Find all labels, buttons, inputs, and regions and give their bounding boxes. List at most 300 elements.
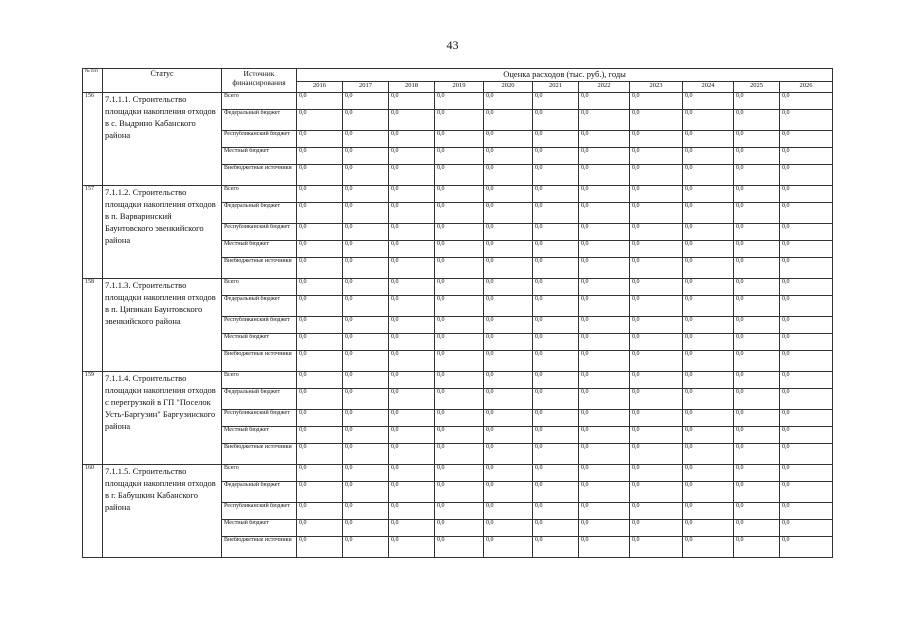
value-cell: 0,0 xyxy=(484,372,533,389)
value-cell: 0,0 xyxy=(683,148,734,165)
table-row xyxy=(83,465,833,482)
value-cell: 0,0 xyxy=(343,537,389,558)
value-cell: 0,0 xyxy=(484,351,533,372)
value-cell: 0,0 xyxy=(343,131,389,148)
status-cell: 7.1.1.4. Строительство площадки накопления отходов с перегрузкой в ГП "Поселок Усть-Баргузин" Баргузинского района xyxy=(103,372,222,465)
value-cell: 0,0 xyxy=(630,224,683,241)
value-cell: 0,0 xyxy=(435,503,484,520)
value-cell: 0,0 xyxy=(389,444,435,465)
value-cell: 0,0 xyxy=(533,279,579,296)
value-cell: 0,0 xyxy=(683,410,734,427)
value-cell: 0,0 xyxy=(389,465,435,482)
value-cell: 0,0 xyxy=(297,503,343,520)
value-cell: 0,0 xyxy=(734,372,780,389)
value-cell: 0,0 xyxy=(533,503,579,520)
value-cell: 0,0 xyxy=(780,186,833,203)
value-cell: 0,0 xyxy=(579,410,630,427)
value-cell: 0,0 xyxy=(579,93,630,110)
value-cell: 0,0 xyxy=(780,110,833,131)
value-cell: 0,0 xyxy=(389,110,435,131)
value-cell: 0,0 xyxy=(484,503,533,520)
value-cell: 0,0 xyxy=(435,317,484,334)
row-number: 156 xyxy=(83,93,103,186)
value-cell: 0,0 xyxy=(389,186,435,203)
value-cell: 0,0 xyxy=(435,537,484,558)
header-status: Статус xyxy=(103,69,222,93)
value-cell: 0,0 xyxy=(734,537,780,558)
funding-source-cell: Республиканский бюджет xyxy=(222,317,297,334)
funding-source-cell: Внебюджетные источники xyxy=(222,444,297,465)
expense-table xyxy=(82,68,833,558)
value-cell: 0,0 xyxy=(343,520,389,537)
value-cell: 0,0 xyxy=(579,224,630,241)
value-cell: 0,0 xyxy=(683,279,734,296)
value-cell: 0,0 xyxy=(630,203,683,224)
value-cell: 0,0 xyxy=(343,110,389,131)
value-cell: 0,0 xyxy=(484,389,533,410)
value-cell: 0,0 xyxy=(579,165,630,186)
header-year: 2022 xyxy=(579,82,630,93)
header-year: 2026 xyxy=(780,82,833,93)
value-cell: 0,0 xyxy=(435,482,484,503)
value-cell: 0,0 xyxy=(683,372,734,389)
value-cell: 0,0 xyxy=(484,93,533,110)
value-cell: 0,0 xyxy=(435,165,484,186)
value-cell: 0,0 xyxy=(734,165,780,186)
value-cell: 0,0 xyxy=(343,389,389,410)
value-cell: 0,0 xyxy=(533,410,579,427)
value-cell: 0,0 xyxy=(389,224,435,241)
value-cell: 0,0 xyxy=(533,351,579,372)
value-cell: 0,0 xyxy=(780,258,833,279)
value-cell: 0,0 xyxy=(734,351,780,372)
value-cell: 0,0 xyxy=(630,427,683,444)
value-cell: 0,0 xyxy=(683,503,734,520)
value-cell: 0,0 xyxy=(579,296,630,317)
value-cell: 0,0 xyxy=(630,410,683,427)
funding-source-cell: Местный бюджет xyxy=(222,241,297,258)
value-cell: 0,0 xyxy=(630,296,683,317)
value-cell: 0,0 xyxy=(533,241,579,258)
value-cell: 0,0 xyxy=(435,148,484,165)
funding-source-cell: Республиканский бюджет xyxy=(222,131,297,148)
value-cell: 0,0 xyxy=(533,165,579,186)
value-cell: 0,0 xyxy=(630,372,683,389)
value-cell: 0,0 xyxy=(297,241,343,258)
funding-source-cell: Республиканский бюджет xyxy=(222,503,297,520)
value-cell: 0,0 xyxy=(780,427,833,444)
value-cell: 0,0 xyxy=(683,93,734,110)
header-year: 2021 xyxy=(533,82,579,93)
funding-source-cell: Внебюджетные источники xyxy=(222,537,297,558)
value-cell: 0,0 xyxy=(343,165,389,186)
value-cell: 0,0 xyxy=(734,148,780,165)
value-cell: 0,0 xyxy=(734,482,780,503)
value-cell: 0,0 xyxy=(780,317,833,334)
value-cell: 0,0 xyxy=(435,110,484,131)
header-year: 2025 xyxy=(734,82,780,93)
value-cell: 0,0 xyxy=(484,165,533,186)
value-cell: 0,0 xyxy=(343,427,389,444)
value-cell: 0,0 xyxy=(389,296,435,317)
value-cell: 0,0 xyxy=(683,465,734,482)
value-cell: 0,0 xyxy=(343,482,389,503)
value-cell: 0,0 xyxy=(579,131,630,148)
value-cell: 0,0 xyxy=(780,389,833,410)
header-year: 2018 xyxy=(389,82,435,93)
value-cell: 0,0 xyxy=(533,148,579,165)
value-cell: 0,0 xyxy=(630,503,683,520)
value-cell: 0,0 xyxy=(630,241,683,258)
value-cell: 0,0 xyxy=(297,410,343,427)
value-cell: 0,0 xyxy=(533,537,579,558)
value-cell: 0,0 xyxy=(630,334,683,351)
funding-source-cell: Всего xyxy=(222,93,297,110)
value-cell: 0,0 xyxy=(484,296,533,317)
value-cell: 0,0 xyxy=(630,482,683,503)
value-cell: 0,0 xyxy=(683,537,734,558)
value-cell: 0,0 xyxy=(533,334,579,351)
value-cell: 0,0 xyxy=(484,427,533,444)
value-cell: 0,0 xyxy=(579,503,630,520)
funding-source-cell: Внебюджетные источники xyxy=(222,258,297,279)
value-cell: 0,0 xyxy=(484,241,533,258)
status-cell: 7.1.1.1. Строительство площадки накопления отходов в с. Выдрино Кабанского района xyxy=(103,93,222,186)
value-cell: 0,0 xyxy=(683,241,734,258)
value-cell: 0,0 xyxy=(683,389,734,410)
value-cell: 0,0 xyxy=(533,93,579,110)
funding-source-cell: Внебюджетные источники xyxy=(222,351,297,372)
value-cell: 0,0 xyxy=(683,334,734,351)
value-cell: 0,0 xyxy=(734,241,780,258)
value-cell: 0,0 xyxy=(484,334,533,351)
value-cell: 0,0 xyxy=(683,131,734,148)
value-cell: 0,0 xyxy=(484,110,533,131)
value-cell: 0,0 xyxy=(780,482,833,503)
value-cell: 0,0 xyxy=(297,444,343,465)
funding-source-cell: Местный бюджет xyxy=(222,520,297,537)
value-cell: 0,0 xyxy=(435,241,484,258)
funding-source-cell: Местный бюджет xyxy=(222,427,297,444)
value-cell: 0,0 xyxy=(389,203,435,224)
value-cell: 0,0 xyxy=(484,410,533,427)
row-number: 160 xyxy=(83,465,103,558)
funding-source-cell: Федеральный бюджет xyxy=(222,482,297,503)
value-cell: 0,0 xyxy=(630,165,683,186)
value-cell: 0,0 xyxy=(734,186,780,203)
value-cell: 0,0 xyxy=(343,258,389,279)
value-cell: 0,0 xyxy=(343,241,389,258)
value-cell: 0,0 xyxy=(533,110,579,131)
value-cell: 0,0 xyxy=(389,334,435,351)
value-cell: 0,0 xyxy=(435,279,484,296)
value-cell: 0,0 xyxy=(389,317,435,334)
value-cell: 0,0 xyxy=(297,334,343,351)
value-cell: 0,0 xyxy=(683,186,734,203)
value-cell: 0,0 xyxy=(630,279,683,296)
value-cell: 0,0 xyxy=(683,203,734,224)
value-cell: 0,0 xyxy=(683,317,734,334)
funding-source-cell: Местный бюджет xyxy=(222,334,297,351)
value-cell: 0,0 xyxy=(780,410,833,427)
funding-source-cell: Всего xyxy=(222,279,297,296)
value-cell: 0,0 xyxy=(343,186,389,203)
value-cell: 0,0 xyxy=(484,186,533,203)
value-cell: 0,0 xyxy=(780,444,833,465)
value-cell: 0,0 xyxy=(297,224,343,241)
value-cell: 0,0 xyxy=(734,93,780,110)
value-cell: 0,0 xyxy=(533,372,579,389)
value-cell: 0,0 xyxy=(734,258,780,279)
funding-source-cell: Всего xyxy=(222,465,297,482)
value-cell: 0,0 xyxy=(435,186,484,203)
value-cell: 0,0 xyxy=(683,520,734,537)
header-number: № п/п xyxy=(83,69,103,93)
value-cell: 0,0 xyxy=(630,537,683,558)
header-year: 2017 xyxy=(343,82,389,93)
funding-source-cell: Республиканский бюджет xyxy=(222,410,297,427)
value-cell: 0,0 xyxy=(734,203,780,224)
value-cell: 0,0 xyxy=(389,427,435,444)
value-cell: 0,0 xyxy=(734,410,780,427)
value-cell: 0,0 xyxy=(734,389,780,410)
value-cell: 0,0 xyxy=(435,465,484,482)
value-cell: 0,0 xyxy=(579,110,630,131)
value-cell: 0,0 xyxy=(579,537,630,558)
value-cell: 0,0 xyxy=(297,520,343,537)
value-cell: 0,0 xyxy=(780,372,833,389)
value-cell: 0,0 xyxy=(579,372,630,389)
value-cell: 0,0 xyxy=(389,410,435,427)
value-cell: 0,0 xyxy=(389,165,435,186)
value-cell: 0,0 xyxy=(389,258,435,279)
value-cell: 0,0 xyxy=(297,110,343,131)
value-cell: 0,0 xyxy=(435,258,484,279)
value-cell: 0,0 xyxy=(435,296,484,317)
funding-source-cell: Местный бюджет xyxy=(222,148,297,165)
value-cell: 0,0 xyxy=(484,258,533,279)
value-cell: 0,0 xyxy=(533,427,579,444)
table-row xyxy=(83,93,833,110)
value-cell: 0,0 xyxy=(630,131,683,148)
value-cell: 0,0 xyxy=(533,186,579,203)
status-cell: 7.1.1.3. Строительство площадки накопления отходов в п. Ципикан Баунтовского эвенкийского района xyxy=(103,279,222,372)
value-cell: 0,0 xyxy=(630,351,683,372)
table-row xyxy=(83,186,833,203)
value-cell: 0,0 xyxy=(734,520,780,537)
value-cell: 0,0 xyxy=(683,224,734,241)
value-cell: 0,0 xyxy=(343,410,389,427)
value-cell: 0,0 xyxy=(389,93,435,110)
value-cell: 0,0 xyxy=(630,520,683,537)
value-cell: 0,0 xyxy=(734,317,780,334)
value-cell: 0,0 xyxy=(533,131,579,148)
value-cell: 0,0 xyxy=(389,503,435,520)
value-cell: 0,0 xyxy=(389,351,435,372)
value-cell: 0,0 xyxy=(484,279,533,296)
value-cell: 0,0 xyxy=(389,482,435,503)
value-cell: 0,0 xyxy=(533,296,579,317)
value-cell: 0,0 xyxy=(343,351,389,372)
value-cell: 0,0 xyxy=(734,334,780,351)
value-cell: 0,0 xyxy=(630,110,683,131)
page-number: 43 xyxy=(446,38,459,52)
table-row xyxy=(83,279,833,296)
value-cell: 0,0 xyxy=(579,203,630,224)
value-cell: 0,0 xyxy=(297,165,343,186)
value-cell: 0,0 xyxy=(343,296,389,317)
status-cell: 7.1.1.5. Строительство площадки накопления отходов в г. Бабушкин Кабанского района xyxy=(103,465,222,558)
value-cell: 0,0 xyxy=(630,148,683,165)
value-cell: 0,0 xyxy=(533,465,579,482)
value-cell: 0,0 xyxy=(297,186,343,203)
funding-source-cell: Федеральный бюджет xyxy=(222,110,297,131)
value-cell: 0,0 xyxy=(780,465,833,482)
value-cell: 0,0 xyxy=(484,131,533,148)
value-cell: 0,0 xyxy=(579,317,630,334)
value-cell: 0,0 xyxy=(734,131,780,148)
value-cell: 0,0 xyxy=(630,186,683,203)
value-cell: 0,0 xyxy=(297,148,343,165)
value-cell: 0,0 xyxy=(780,224,833,241)
funding-source-cell: Федеральный бюджет xyxy=(222,296,297,317)
value-cell: 0,0 xyxy=(297,465,343,482)
funding-source-cell: Федеральный бюджет xyxy=(222,389,297,410)
value-cell: 0,0 xyxy=(297,203,343,224)
status-cell: 7.1.1.2. Строительство площадки накопления отходов в п. Варваринский Баунтовского эвенкийского района xyxy=(103,186,222,279)
value-cell: 0,0 xyxy=(343,444,389,465)
value-cell: 0,0 xyxy=(683,444,734,465)
value-cell: 0,0 xyxy=(389,241,435,258)
table-row xyxy=(83,372,833,389)
value-cell: 0,0 xyxy=(579,186,630,203)
value-cell: 0,0 xyxy=(630,389,683,410)
value-cell: 0,0 xyxy=(343,93,389,110)
value-cell: 0,0 xyxy=(734,110,780,131)
value-cell: 0,0 xyxy=(780,165,833,186)
value-cell: 0,0 xyxy=(780,131,833,148)
value-cell: 0,0 xyxy=(683,110,734,131)
value-cell: 0,0 xyxy=(780,93,833,110)
header-year: 2019 xyxy=(435,82,484,93)
value-cell: 0,0 xyxy=(630,465,683,482)
value-cell: 0,0 xyxy=(683,296,734,317)
value-cell: 0,0 xyxy=(780,148,833,165)
funding-source-cell: Республиканский бюджет xyxy=(222,224,297,241)
value-cell: 0,0 xyxy=(297,427,343,444)
value-cell: 0,0 xyxy=(389,131,435,148)
value-cell: 0,0 xyxy=(579,351,630,372)
header-year: 2024 xyxy=(683,82,734,93)
value-cell: 0,0 xyxy=(435,224,484,241)
value-cell: 0,0 xyxy=(484,317,533,334)
value-cell: 0,0 xyxy=(343,279,389,296)
value-cell: 0,0 xyxy=(734,465,780,482)
value-cell: 0,0 xyxy=(484,148,533,165)
value-cell: 0,0 xyxy=(297,537,343,558)
value-cell: 0,0 xyxy=(579,241,630,258)
value-cell: 0,0 xyxy=(484,537,533,558)
header-year: 2020 xyxy=(484,82,533,93)
value-cell: 0,0 xyxy=(435,203,484,224)
funding-source-cell: Внебюджетные источники xyxy=(222,165,297,186)
value-cell: 0,0 xyxy=(484,203,533,224)
value-cell: 0,0 xyxy=(533,520,579,537)
row-number: 159 xyxy=(83,372,103,465)
value-cell: 0,0 xyxy=(683,165,734,186)
value-cell: 0,0 xyxy=(389,520,435,537)
value-cell: 0,0 xyxy=(435,520,484,537)
value-cell: 0,0 xyxy=(297,279,343,296)
value-cell: 0,0 xyxy=(683,351,734,372)
value-cell: 0,0 xyxy=(533,444,579,465)
funding-source-cell: Всего xyxy=(222,372,297,389)
value-cell: 0,0 xyxy=(343,203,389,224)
value-cell: 0,0 xyxy=(780,334,833,351)
value-cell: 0,0 xyxy=(780,279,833,296)
value-cell: 0,0 xyxy=(780,503,833,520)
value-cell: 0,0 xyxy=(484,444,533,465)
row-number: 157 xyxy=(83,186,103,279)
value-cell: 0,0 xyxy=(484,465,533,482)
value-cell: 0,0 xyxy=(683,427,734,444)
value-cell: 0,0 xyxy=(389,148,435,165)
value-cell: 0,0 xyxy=(297,258,343,279)
header-estimate: Оценка расходов (тыс. руб.), годы xyxy=(297,69,833,82)
value-cell: 0,0 xyxy=(484,520,533,537)
value-cell: 0,0 xyxy=(435,410,484,427)
value-cell: 0,0 xyxy=(343,317,389,334)
value-cell: 0,0 xyxy=(435,131,484,148)
value-cell: 0,0 xyxy=(297,351,343,372)
value-cell: 0,0 xyxy=(297,296,343,317)
value-cell: 0,0 xyxy=(579,258,630,279)
value-cell: 0,0 xyxy=(297,482,343,503)
value-cell: 0,0 xyxy=(484,482,533,503)
value-cell: 0,0 xyxy=(389,389,435,410)
value-cell: 0,0 xyxy=(780,203,833,224)
value-cell: 0,0 xyxy=(435,334,484,351)
value-cell: 0,0 xyxy=(579,427,630,444)
value-cell: 0,0 xyxy=(579,482,630,503)
value-cell: 0,0 xyxy=(630,317,683,334)
value-cell: 0,0 xyxy=(780,296,833,317)
value-cell: 0,0 xyxy=(297,93,343,110)
value-cell: 0,0 xyxy=(734,503,780,520)
value-cell: 0,0 xyxy=(343,503,389,520)
value-cell: 0,0 xyxy=(579,465,630,482)
row-number: 158 xyxy=(83,279,103,372)
value-cell: 0,0 xyxy=(435,372,484,389)
value-cell: 0,0 xyxy=(389,279,435,296)
header-source: Источник финансирования xyxy=(222,69,297,93)
value-cell: 0,0 xyxy=(435,351,484,372)
value-cell: 0,0 xyxy=(683,258,734,279)
value-cell: 0,0 xyxy=(389,537,435,558)
value-cell: 0,0 xyxy=(533,482,579,503)
value-cell: 0,0 xyxy=(389,372,435,389)
value-cell: 0,0 xyxy=(579,279,630,296)
value-cell: 0,0 xyxy=(297,131,343,148)
value-cell: 0,0 xyxy=(579,389,630,410)
value-cell: 0,0 xyxy=(734,224,780,241)
header-year: 2023 xyxy=(630,82,683,93)
value-cell: 0,0 xyxy=(533,203,579,224)
value-cell: 0,0 xyxy=(435,427,484,444)
value-cell: 0,0 xyxy=(533,317,579,334)
value-cell: 0,0 xyxy=(343,465,389,482)
value-cell: 0,0 xyxy=(343,148,389,165)
